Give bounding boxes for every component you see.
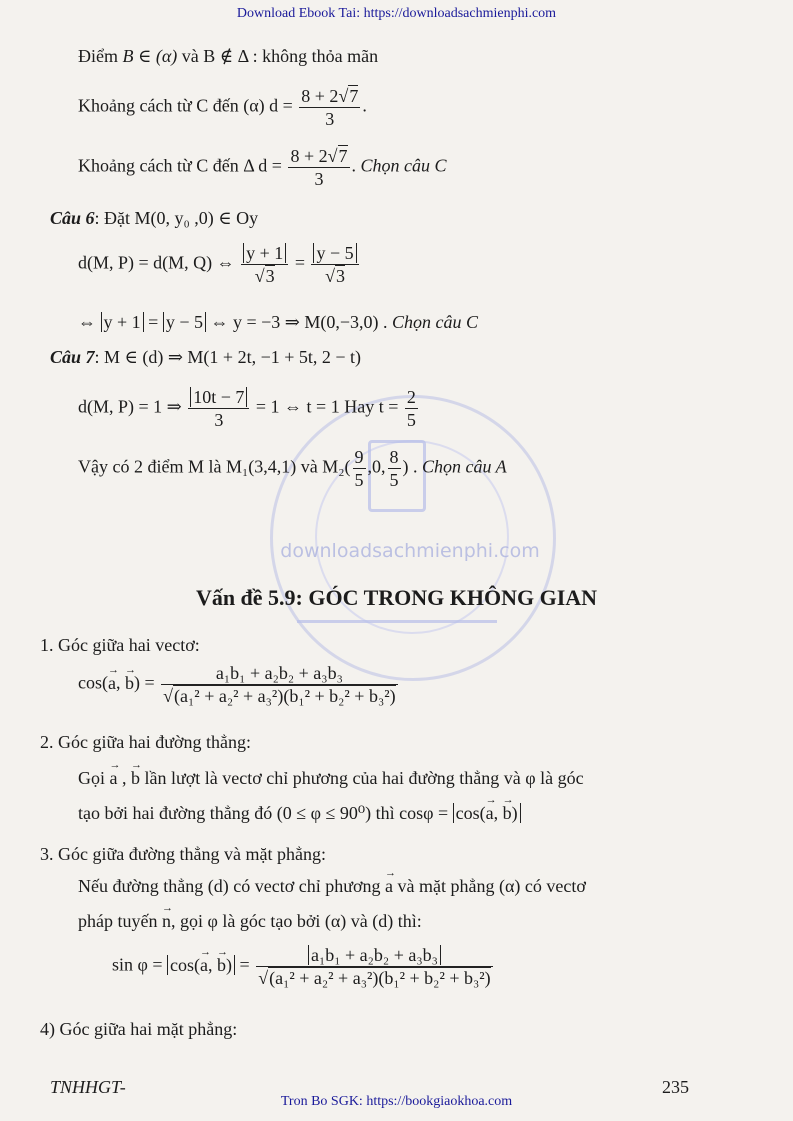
fraction: $\frac{y + 1}{√3}$ [241,242,288,287]
fraction [405,386,418,431]
fraction: $\frac{8 + 2√7}{3}$ [290,146,348,189]
page-number: 235 [662,1077,689,1097]
text: d(M, P) = d(M, Q) ⇔ [78,252,240,273]
line-distance-delta [78,145,447,190]
text: . [362,95,367,116]
numerator: y − 5 [313,243,356,263]
text: , [116,672,125,693]
fraction: $\frac{\text{a₁b₁ + a₂b₂ + a₃b₃}}{\text{√(a₁² + a₂² + a₃²)(b₁² + b₂² + b₃²)}}$ [258,945,491,988]
item-3-label: 3. Góc giữa đường thẳng và mặt phẳng: [40,844,326,864]
denominator: 5 [389,470,399,490]
question-7 [50,345,361,369]
item-1-formula [78,662,400,707]
text: = [290,252,310,273]
numerator: 8 + 2 [301,86,339,106]
line-distance-alpha [78,85,367,130]
text: ⇔ y = −3 ⇒ M(0,−3,0) . [205,312,392,332]
vector: → b [217,953,226,977]
abs-value: y + 1 [101,312,144,332]
numerator: 2 [406,387,416,407]
text: cos( [170,954,201,975]
text: và mặt phẳng (α) có vectơ [393,876,586,896]
text: lần lượt là vectơ chỉ phương của hai đường thẳng và φ là góc [140,768,584,788]
numerator: 9 [354,447,364,467]
math: B ∈ (α) [122,46,178,66]
choice: Chọn câu A [422,456,507,477]
question-6-eq2 [78,310,478,334]
denominator: 3 [299,107,360,130]
text: sin φ = [112,954,168,975]
text: Khoảng cách từ C đến (α) d = [78,95,298,116]
footer-left-text: TNHHGT- [50,1077,126,1097]
numerator: y + 1 [243,243,286,263]
question-7-eq1 [78,386,420,431]
text: Gọi [78,768,110,788]
numerator: a₁b₁ + a₂b₂ + a₃b₃ [308,945,441,965]
numerator: a₁b₁ + a₂b₂ + a₃b₃ [215,663,343,683]
text: Khoảng cách từ C đến Δ d = [78,155,287,176]
text: , [493,803,503,823]
text: = [235,954,255,975]
text: ) [511,803,518,823]
vector: → a [110,766,118,790]
fraction: $\frac{\text{a₁b₁ + a₂b₂ + a₃b₃}}{\text{√(a₁² + a₂² + a₃²)(b₁² + b₂² + b₃²)}}$ [163,663,396,706]
vector: → a [200,953,208,977]
sqrt-arg: 7 [349,86,359,106]
fraction [188,386,249,431]
watermark-text: downloadsachmienphi.com [280,540,540,562]
choice: Chọn câu C [360,155,447,176]
text: , [117,768,131,788]
text: ) = [134,672,160,693]
text: ) [226,954,233,975]
numerator: 10t − 7 [190,387,247,407]
text: cos( [455,803,486,823]
item-1-label: 1. Góc giữa hai vectơ: [40,635,200,655]
vector: → a [385,874,393,898]
fraction [388,446,401,491]
denominator: 5 [354,470,364,490]
header-link[interactable]: Download Ebook Tai: https://downloadsachmienphi.com [236,6,557,21]
text: ) . [402,456,422,477]
item-2-line2 [78,801,521,825]
item-3-line2 [78,909,422,933]
text: . [351,155,361,176]
text: Điểm [78,46,123,66]
item-2-line1 [78,766,584,790]
question-label: Câu 6 [50,208,95,228]
question-7-conclusion [78,446,507,491]
question-6-eq1 [78,242,361,287]
footer-link[interactable]: Tron Bo SGK: https://bookgiaokhoa.com [280,1094,513,1109]
text: pháp tuyến [78,911,162,931]
numerator: 8 + 2 [290,146,328,166]
item-3-formula [112,944,495,989]
vector: → a [108,671,116,695]
item-2-label: 2. Góc giữa hai đường thẳng: [40,732,251,752]
text: cos( [78,672,108,693]
question-label: Câu 7 [50,347,95,367]
section-title: Vấn đề 5.9: GÓC TRONG KHÔNG GIAN [195,585,598,610]
denominator: 3 [335,266,345,286]
text: = [143,312,163,332]
text: Vậy có 2 điểm M là M₁(3,4,1) và M₂( [78,456,351,477]
fraction: $\frac{y - 5}{√3}$ [311,242,358,287]
denominator: 3 [265,266,275,286]
denominator: 3 [288,167,349,190]
line-point-b [78,44,378,68]
vector: → b [131,766,140,790]
numerator: 8 [389,447,399,467]
text: ,0, [367,456,386,477]
text: , gọi φ là góc tạo bởi (α) và (d) thì: [170,911,422,931]
fraction: $\frac{8 + 2√7}{3}$ [301,86,359,129]
text: và B ∉ Δ : không thỏa mãn [177,46,379,66]
text: tạo bởi hai đường thẳng đó (0 ≤ φ ≤ 90⁰) thì cosφ = [78,803,453,823]
text: : Đặt M(0, y₀ ,0) ∈ Oy [94,208,259,228]
denominator: (a₁² + a₂² + a₃²)(b₁² + b₂² + b₃²) [269,968,491,988]
text: : M ∈ (d) ⇒ M(1 + 2t, −1 + 5t, 2 − t) [94,347,362,367]
text: d(M, P) = 1 ⇒ [78,396,187,417]
abs-value: y − 5 [163,312,206,332]
text: , [208,954,218,975]
item-3-line1 [78,874,586,898]
denominator: 3 [188,408,249,431]
denominator: (a₁² + a₂² + a₃²)(b₁² + b₂² + b₃²) [174,686,396,706]
text: ⇔ [78,312,101,332]
text: Nếu đường thẳng (d) có vectơ chỉ phương [78,876,385,896]
vector: → b [503,801,512,825]
question-6 [50,206,258,230]
watermark-underline [297,620,497,623]
choice: Chọn câu C [392,312,479,332]
vector: → b [125,671,134,695]
denominator: 5 [406,410,416,430]
item-4-label: 4) Góc giữa hai mặt phẳng: [40,1019,238,1039]
vector: → a [486,801,494,825]
text: = 1 ⇔ t = 1 Hay t = [251,396,403,417]
fraction [353,446,366,491]
vector: → n [162,909,171,933]
sqrt-arg: 7 [338,146,348,166]
